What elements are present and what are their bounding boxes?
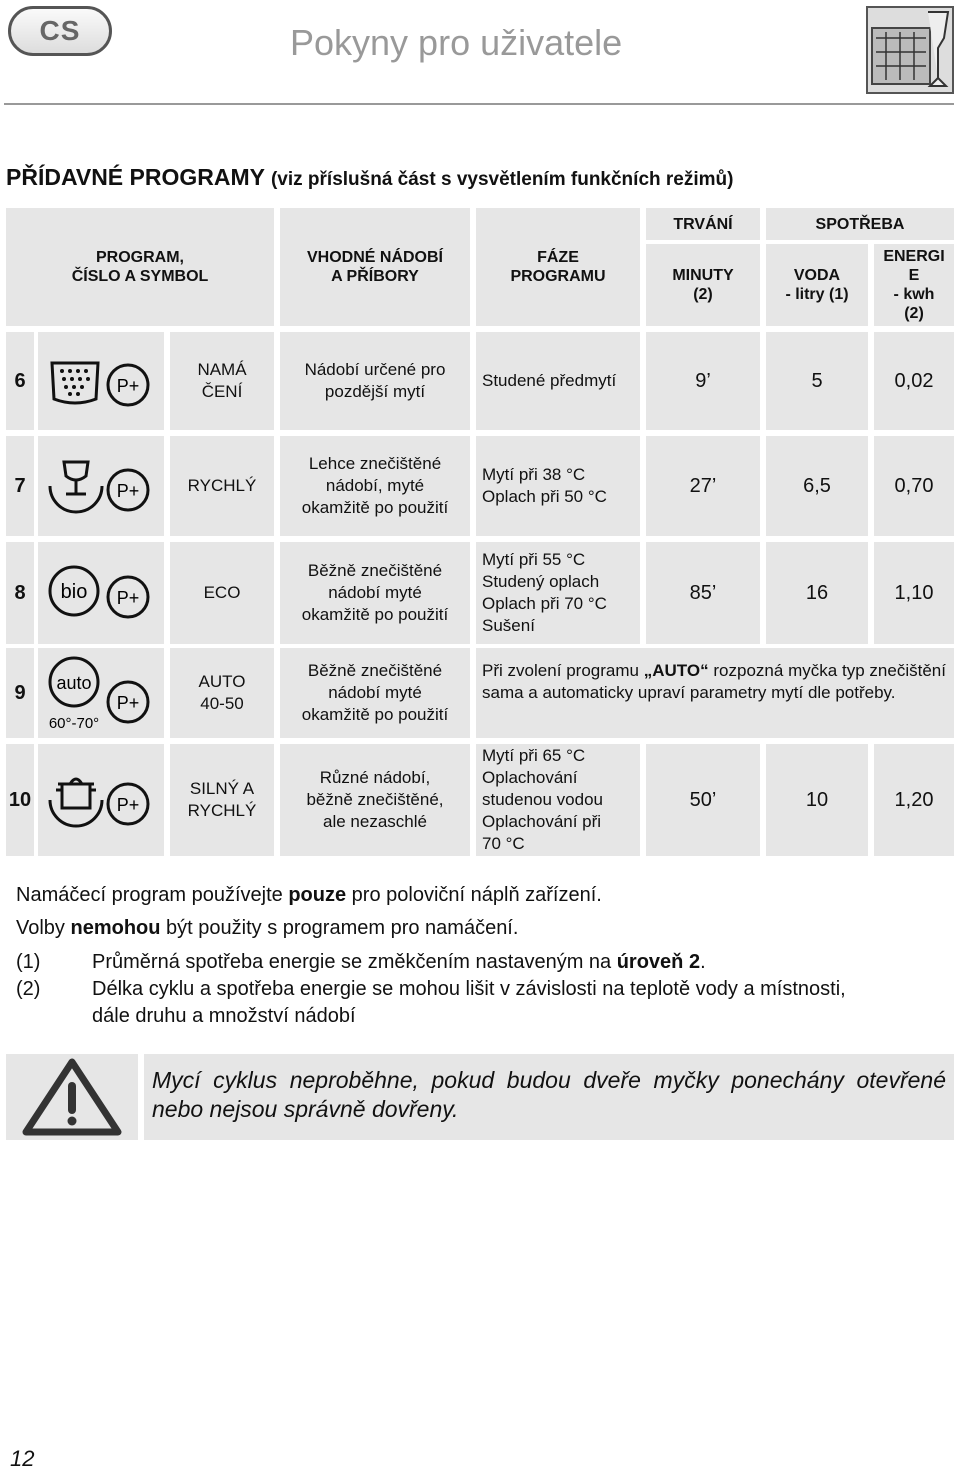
plus-option-icon [108,682,148,722]
footnote-1 [92,951,706,974]
program-dishes: Různé nádobí, běžně znečištěné, ale nezaschlé [280,744,470,856]
program-minutes: 50’ [646,744,760,856]
note-soak-half-load [16,884,602,907]
shower-icon [52,363,98,403]
program-number: 10 [6,744,34,856]
col-header-dishes: VHODNÉ NÁDOBÍ A PŘÍBORY [280,208,470,326]
footnote-bold: úroveň 2 [616,951,701,973]
warning-triangle-icon [6,1054,138,1140]
program-dishes: Lehce znečištěné nádobí, myté okamžitě po použití [280,436,470,536]
note-text: Volby [16,917,71,939]
program-energy: 0,02 [874,332,954,430]
program-minutes: 9’ [646,332,760,430]
section-title-main: PŘÍDAVNÉ PROGRAMY [6,164,265,190]
header-divider [4,103,954,105]
col-header-program: PROGRAM, ČÍSLO A SYMBOL [6,208,274,326]
page-title: Pokyny pro uživatele [290,22,623,63]
program-symbol [38,744,164,856]
auto-icon [49,658,99,732]
program-name: RYCHLÝ [170,436,274,536]
footnote-marker-2: (2) [16,978,41,1000]
program-name: SILNÝ A RYCHLÝ [170,744,274,856]
footnote-text: Průměrná spotřeba energie se změkčením nastaveným na [92,951,617,973]
language-code: CS [39,15,81,46]
bio-label: bio [60,581,88,603]
col-header-phase: FÁZE PROGRAMU [476,208,640,326]
auto-desc-pre: Při zvolení programu [482,661,644,680]
program-water: 6,5 [766,436,868,536]
footnote-marker-1: (1) [16,951,41,973]
warning-text: Mycí cyklus neproběhne, pokud budou dveře myčky ponechány otevřené nebo nejsou správně dovřeny. [144,1054,954,1140]
col-header-duration: TRVÁNÍ [646,208,760,240]
program-dishes: Běžně znečištěné nádobí myté okamžitě po použití [280,542,470,644]
program-minutes: 27’ [646,436,760,536]
col-header-consumption: SPOTŘEBA [766,208,954,240]
program-name: ECO [170,542,274,644]
plus-option-icon [108,365,148,405]
section-title [6,164,733,191]
note-text: být použity s programem pro namáčení. [160,917,519,939]
program-number: 7 [6,436,34,536]
pot-icon [50,779,102,826]
program-phase: Mytí při 55 °C Studený oplach Oplach při 70 °C Sušení [476,542,640,644]
program-name: AUTO 40-50 [170,648,274,738]
program-symbol [38,332,164,430]
page-number: 12 [10,1446,35,1471]
program-minutes: 85’ [646,542,760,644]
dishwasher-glass-icon [866,6,954,94]
glass-icon [50,462,102,512]
note-bold: pouze [288,884,347,906]
program-number: 6 [6,332,34,430]
footnote-text: . [700,951,706,973]
auto-label: auto [56,673,92,693]
program-symbol [38,436,164,536]
program-energy: 1,10 [874,542,954,644]
program-phase: Mytí při 65 °C Oplachování studenou vodou Oplachování při 70 °C [476,744,640,856]
program-number: 9 [6,648,34,738]
plus-option-icon [108,577,148,617]
warning-icon-box [6,1054,138,1140]
plus-label: P+ [116,376,140,396]
plus-label: P+ [116,588,140,608]
program-water: 16 [766,542,868,644]
program-auto-description [476,648,954,738]
footnote-2-line-1: Délka cyklu a spotřeba energie se mohou lišit v závislosti na teplotě vody a místnosti, [92,978,846,1000]
plus-option-icon [108,470,148,510]
auto-desc-bold: „AUTO“ [643,661,709,680]
note-text: pro poloviční náplň zařízení. [346,884,602,906]
auto-temp-label: 60°-70° [48,715,100,732]
plus-label: P+ [116,795,140,815]
col-header-water: VODA - litry (1) [766,244,868,326]
note-bold: nemohou [70,917,161,939]
plus-label: P+ [116,693,140,713]
footnote-2-line-2: dále druhu a množství nádobí [92,1005,356,1027]
note-options-soak [16,917,518,940]
plus-label: P+ [116,481,140,501]
program-number: 8 [6,542,34,644]
language-badge [8,6,112,56]
program-dishes: Běžně znečištěné nádobí myté okamžitě po použití [280,648,470,738]
section-subtitle: (viz příslušná část s vysvětlením funkčních režimů) [270,169,734,190]
program-energy: 0,70 [874,436,954,536]
program-dishes: Nádobí určené pro pozdější mytí [280,332,470,430]
program-water: 5 [766,332,868,430]
program-water: 10 [766,744,868,856]
program-symbol [38,542,164,644]
program-symbol [38,648,164,738]
program-phase: Studené předmytí [476,332,640,430]
program-energy: 1,20 [874,744,954,856]
plus-option-icon [108,784,148,824]
program-name: NAMÁ ČENÍ [170,332,274,430]
bio-icon [50,567,98,615]
note-text: Namáčecí program používejte [16,884,289,906]
auto-desc-post: rozpozná myčka typ znečištění sama a automaticky upraví parametry mytí dle potřeby. [482,661,946,702]
col-header-energy: ENERGI E - kwh (2) [874,244,954,326]
program-phase: Mytí při 38 °C Oplach při 50 °C [476,436,640,536]
col-header-minutes: MINUTY (2) [646,244,760,326]
